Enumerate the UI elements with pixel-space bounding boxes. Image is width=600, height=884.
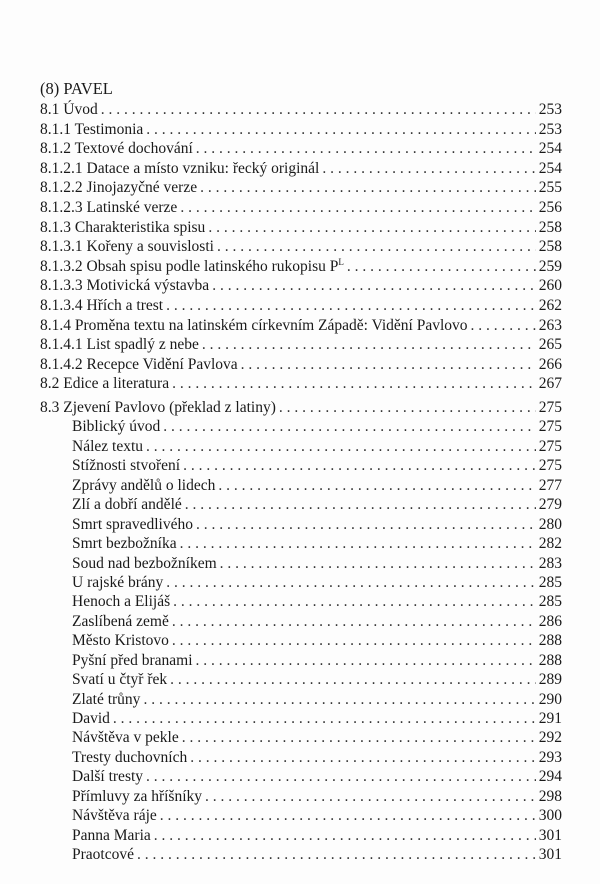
toc-section-8-3 (40, 398, 562, 865)
toc-entry[interactable] (40, 398, 562, 417)
toc-entry-page: 265 (538, 336, 562, 354)
toc-entry-title (40, 257, 344, 277)
toc-entry-title (72, 554, 217, 573)
dot-leader (279, 398, 536, 417)
toc-entry[interactable] (40, 335, 562, 355)
toc-entry-number: 8.1.2.1 (40, 159, 83, 177)
toc-entry-text: Testimonia (74, 120, 144, 138)
toc-entry-text: List spadlý z nebe (86, 336, 199, 354)
toc-entry-title (72, 495, 182, 514)
toc-entry[interactable] (40, 728, 562, 747)
toc-entry[interactable] (40, 709, 562, 728)
toc-entry-title (72, 592, 170, 611)
chapter-heading: (8) PAVEL (40, 79, 113, 98)
toc-entry-page: 301 (538, 826, 562, 844)
toc-entry-title (72, 690, 140, 709)
toc-entry-text: Soud nad bezbožníkem (72, 554, 217, 572)
toc-entry[interactable] (40, 159, 562, 179)
toc-entry-page: 275 (538, 418, 562, 436)
dot-leader (180, 198, 535, 218)
toc-entry-text: Zprávy andělů o lidech (72, 476, 216, 494)
dot-leader (218, 476, 535, 495)
dot-leader (200, 178, 536, 198)
toc-entry-title (72, 670, 167, 689)
toc-entry-text: Stížnosti stvoření (72, 457, 181, 475)
toc-entry[interactable] (40, 237, 562, 257)
toc-entry[interactable] (40, 296, 562, 316)
dot-leader (196, 139, 536, 159)
toc-entry-page: 258 (538, 238, 562, 256)
toc-entry-title (72, 534, 177, 553)
toc-entry-title (72, 651, 193, 670)
toc-entry-number: 8.1.3 (40, 218, 71, 236)
dot-leader (166, 573, 536, 592)
toc-entry-text: Textové dochování (74, 140, 193, 158)
toc-entry-page: 277 (538, 476, 562, 494)
toc-entry-title (40, 398, 276, 417)
dot-leader (154, 826, 536, 845)
toc-entry[interactable] (40, 515, 562, 534)
toc-entry-title (40, 316, 468, 336)
dot-leader (170, 670, 536, 689)
toc-entry[interactable] (40, 573, 562, 592)
toc-entry-title (40, 355, 238, 375)
toc-entry-page: 262 (538, 296, 562, 314)
toc-entry[interactable] (40, 690, 562, 709)
toc-entry-text: Zjevení Pavlovo (překlad z latiny) (63, 399, 276, 416)
toc-entry[interactable] (40, 100, 562, 120)
toc-entry-title (72, 515, 193, 534)
toc-entry[interactable] (40, 276, 562, 296)
toc-entry-page: 286 (538, 612, 562, 630)
toc-entry-title (40, 139, 193, 159)
dot-leader (173, 592, 536, 611)
toc-entry[interactable] (40, 748, 562, 767)
dot-leader (146, 767, 536, 786)
superscript: L (338, 256, 344, 267)
toc-entry-page: 283 (538, 554, 562, 572)
toc-entry[interactable] (40, 417, 562, 436)
dot-leader (172, 631, 536, 650)
toc-entry[interactable] (40, 534, 562, 553)
toc-entry-text: Přímluvy za hříšníky (72, 787, 203, 805)
toc-entry-number: 8.1.2 (40, 140, 71, 158)
toc-entry-number: 8.2 (40, 375, 60, 393)
dot-leader (471, 316, 536, 336)
toc-entry-text: Henoch a Elijáš (72, 593, 171, 611)
dot-leader (143, 690, 535, 709)
toc-entry-text: David (72, 710, 110, 727)
dot-leader (220, 554, 536, 573)
toc-entry-text: Návštěva v pekle (72, 729, 179, 747)
toc-entry[interactable] (40, 139, 562, 159)
toc-entry-text: Pyšní před branami (72, 651, 193, 669)
toc-entry-text: Charakteristika spisu (74, 218, 206, 236)
toc-entry-page: 275 (538, 437, 562, 455)
dot-leader (190, 748, 536, 767)
toc-entry-text: U rajské brány (72, 573, 164, 591)
toc-entry-number: 8.1.4.1 (40, 336, 83, 354)
toc-entry[interactable] (40, 456, 562, 475)
toc-entry-text: Úvod (63, 101, 98, 118)
toc-entry-title (72, 826, 151, 845)
toc-entry[interactable] (40, 316, 562, 336)
toc-entry[interactable] (40, 178, 562, 198)
toc-entry[interactable] (40, 554, 562, 573)
toc-entry-text: Hřích a trest (86, 296, 164, 314)
toc-entry-title (40, 100, 98, 120)
dot-leader (185, 495, 536, 514)
toc-entry-page: 285 (538, 593, 562, 611)
dot-leader (166, 296, 536, 316)
dot-leader (146, 437, 536, 456)
dot-leader (196, 515, 536, 534)
toc-entry-text: Motivická výstavba (86, 277, 210, 295)
dot-leader (183, 456, 536, 475)
toc-entry-title (40, 374, 169, 394)
toc-entry-text: Zlaté trůny (72, 690, 141, 708)
toc-entry-text: Jinojazyčné verze (86, 179, 198, 197)
dot-leader (172, 374, 536, 394)
toc-entry-page: 293 (538, 748, 562, 766)
toc-entry[interactable] (40, 612, 562, 631)
dot-leader (146, 120, 535, 140)
dot-leader (208, 218, 535, 238)
dot-leader (137, 845, 536, 864)
toc-entry-text: Svatí u čtyř řek (72, 671, 168, 689)
toc-entry-text: Recepce Vidění Pavlova (86, 355, 238, 373)
dot-leader (202, 335, 536, 355)
toc-entry-text: Návštěva ráje (72, 807, 157, 825)
toc-entry-page: 301 (538, 846, 562, 864)
toc-entry-page: 289 (538, 671, 562, 689)
toc-entry-text: Biblický úvod (72, 418, 161, 436)
toc-entry-number: 8.1.3.4 (40, 296, 83, 314)
toc-entry-page: 256 (538, 198, 562, 216)
toc-entry-title (72, 612, 169, 631)
toc-entry-page: 288 (538, 632, 562, 650)
toc-entry-title (40, 237, 214, 257)
toc-entry-page: 279 (538, 496, 562, 514)
toc-entry-text: Latinské verze (86, 198, 178, 216)
toc-entry-number: 8.1.3.3 (40, 277, 83, 295)
toc-entry[interactable] (40, 476, 562, 495)
toc-entry-text: Zlí a dobří andělé (72, 496, 182, 514)
toc-entry-text: Nález textu (72, 437, 144, 455)
toc-entry[interactable] (40, 767, 562, 786)
toc-entry-page: 280 (538, 515, 562, 533)
dot-leader (196, 651, 536, 670)
dot-leader (101, 100, 536, 120)
toc-entry-text: Smrt spravedlivého (72, 515, 193, 533)
toc-entry-page: 253 (538, 120, 562, 138)
toc-entry-title (72, 476, 215, 495)
toc-entry-title (72, 709, 110, 728)
toc-entry-text: Proměna textu na latinském církevním Západě: Vidění Pavlovo (74, 316, 468, 334)
toc-entry[interactable] (40, 845, 562, 864)
toc-entry-page: 282 (538, 535, 562, 553)
toc-entry-text: Praotcové (72, 846, 134, 864)
toc-entry[interactable] (40, 120, 562, 140)
toc-entry-page: 290 (538, 690, 562, 708)
toc-entry-page: 285 (538, 573, 562, 591)
toc-entry[interactable] (40, 495, 562, 514)
toc-entry-page: 255 (538, 179, 562, 197)
toc-entry-title (72, 748, 187, 767)
toc-entry-page: 275 (538, 399, 562, 416)
toc-entry-title (72, 456, 180, 475)
toc-entry-title (40, 218, 205, 238)
toc-entry-title (72, 806, 157, 825)
toc-entry-title (72, 437, 143, 456)
toc-entry-title (40, 296, 163, 316)
dot-leader (172, 612, 536, 631)
toc-entry-number: 8.1.4 (40, 316, 71, 334)
toc-entry-text: Obsah spisu podle latinského rukopisu P (86, 257, 339, 275)
toc-entry[interactable] (40, 631, 562, 650)
toc-entry-text: Další tresty (72, 768, 144, 786)
toc-entry[interactable] (40, 198, 562, 218)
toc-entry-page: 288 (538, 651, 562, 669)
toc-entry[interactable] (40, 806, 562, 825)
toc-entry-text: Kořeny a souvislosti (86, 238, 214, 256)
toc-entry[interactable] (40, 592, 562, 611)
toc-entry-title (40, 120, 143, 140)
toc-entry[interactable] (40, 651, 562, 670)
toc-entry[interactable] (40, 670, 562, 689)
toc-entry-page: 300 (538, 807, 562, 825)
toc-entry-page: 253 (538, 101, 562, 118)
toc-entry-page: 263 (538, 316, 562, 334)
dot-leader (322, 159, 535, 179)
toc-entry-number: 8.3 (40, 399, 60, 416)
toc-entry-number: 8.1 (40, 101, 60, 118)
dot-leader (217, 237, 536, 257)
toc-entry[interactable] (40, 437, 562, 456)
toc-entry-title (40, 335, 199, 355)
toc-entry-text: Město Kristovo (72, 632, 169, 650)
toc-entry-title (72, 767, 143, 786)
dot-leader (113, 709, 536, 728)
toc-entry-page: 298 (538, 787, 562, 805)
toc-entry-page: 259 (538, 257, 562, 275)
toc-entry-page: 294 (538, 768, 562, 786)
toc-entry-text: Tresty duchovních (72, 748, 188, 766)
toc-entry-number: 8.1.3.2 (40, 257, 83, 275)
toc-entry-title (72, 573, 163, 592)
toc-entry-page: 254 (538, 159, 562, 177)
toc-entry-page: 254 (538, 140, 562, 158)
toc-entry-page: 291 (538, 710, 562, 727)
toc-entry-page: 266 (538, 355, 562, 373)
toc-entry[interactable] (40, 355, 562, 375)
toc-entry-title (40, 276, 209, 296)
toc-entry-page: 258 (538, 218, 562, 236)
dot-leader (241, 355, 536, 375)
toc-section-8-1 (40, 100, 562, 394)
toc-entry-title (40, 178, 197, 198)
toc-entry[interactable] (40, 218, 562, 238)
toc-entry-number: 8.1.3.1 (40, 238, 83, 256)
toc-entry-text: Zaslíbená země (72, 612, 169, 630)
toc-entry-number: 8.1.1 (40, 120, 71, 138)
toc-entry[interactable] (40, 826, 562, 845)
dot-leader (182, 728, 536, 747)
dot-leader (160, 806, 536, 825)
toc-entry-number: 8.1.2.3 (40, 198, 83, 216)
toc-entry-number: 8.1.2.2 (40, 179, 83, 197)
toc-entry-page: 292 (538, 729, 562, 747)
toc-entry[interactable] (40, 787, 562, 806)
toc-entry[interactable] (40, 257, 562, 277)
toc-entry[interactable] (40, 374, 562, 394)
toc-entry-text: Edice a literatura (63, 375, 170, 393)
toc-entry-title (72, 787, 202, 806)
toc-entry-title (72, 845, 134, 864)
toc-entry-page: 267 (538, 375, 562, 393)
toc-entry-title (72, 417, 160, 436)
toc-entry-text: Datace a místo vzniku: řecký originál (86, 159, 320, 177)
toc-entry-title (72, 728, 179, 747)
dot-leader (212, 276, 536, 296)
toc-entry-text: Panna Maria (72, 826, 151, 844)
dot-leader (347, 257, 536, 277)
toc-entry-title (72, 631, 169, 650)
toc-entry-page: 275 (538, 457, 562, 475)
dot-leader (163, 417, 535, 436)
toc-entry-number: 8.1.4.2 (40, 355, 83, 373)
toc-entry-page: 260 (538, 277, 562, 295)
dot-leader (180, 534, 536, 553)
toc-entry-title (40, 198, 177, 218)
toc-entry-text: Smrt bezbožníka (72, 535, 177, 553)
toc-entry-title (40, 159, 319, 179)
dot-leader (205, 787, 536, 806)
